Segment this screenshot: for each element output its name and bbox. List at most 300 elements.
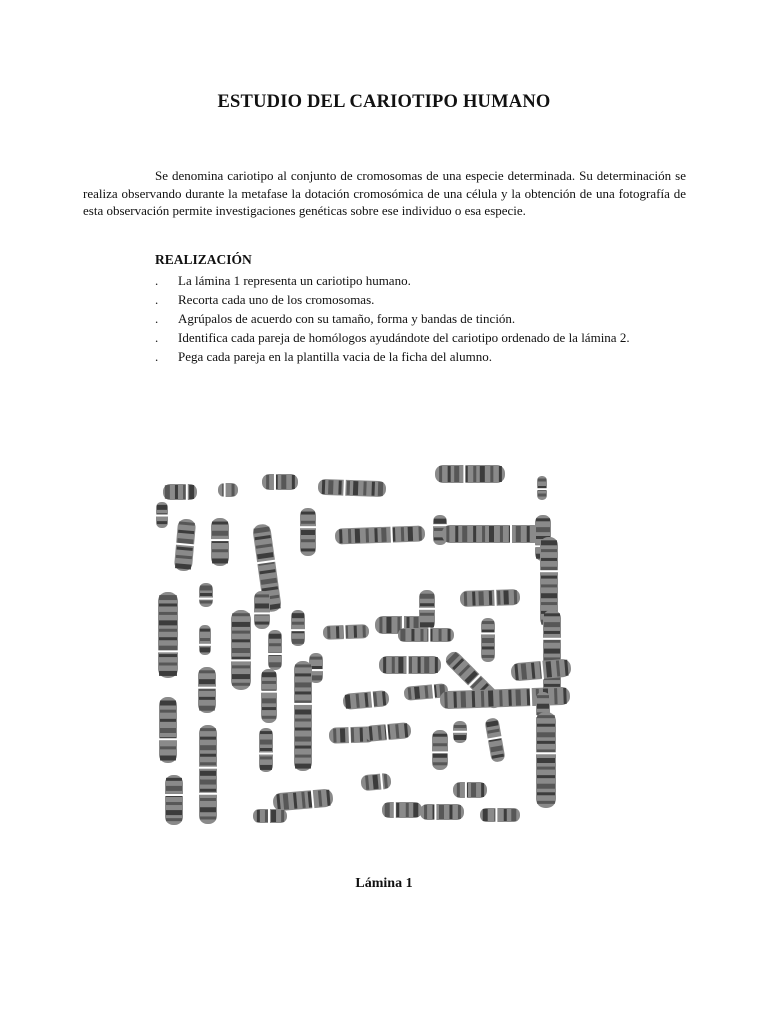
chromosome-band: [537, 732, 555, 737]
chromosome-band: [439, 466, 442, 482]
chromosome-band: [295, 709, 311, 714]
chromosome-band: [262, 698, 276, 703]
bullet: .: [155, 311, 159, 326]
chromosome-band: [232, 639, 250, 642]
figure-caption: Lámina 1: [355, 876, 413, 891]
chromosome-band: [461, 691, 467, 707]
chromosome-band: [538, 479, 546, 482]
list-item: [155, 290, 630, 309]
chromosome-band: [424, 657, 429, 673]
chromosome-band: [232, 665, 250, 668]
chromosome-band: [420, 603, 434, 606]
chromosome-band: [159, 637, 177, 640]
chromosome-band: [435, 657, 438, 673]
chromosome-band: [537, 695, 549, 698]
chromosome-band: [409, 657, 412, 673]
chromosome-band: [482, 646, 494, 649]
chromosome-band: [301, 530, 315, 535]
centromere: [495, 808, 497, 823]
chromosome-band: [200, 780, 216, 785]
chromosome-band: [269, 662, 281, 667]
chromosome-band: [199, 706, 215, 711]
chromosome-band: [537, 792, 555, 795]
chromosome-band: [301, 512, 315, 515]
chromosome-band: [199, 670, 215, 673]
chromosome-band: [396, 803, 399, 817]
chromosome-band: [271, 810, 276, 822]
chromosome-band: [490, 466, 493, 482]
chromosome: [261, 669, 278, 723]
chromosome-band: [159, 646, 177, 651]
chromosome-band: [199, 697, 215, 700]
chromosome-band: [544, 613, 560, 616]
chromosome-band: [537, 741, 555, 744]
chromosome-band: [166, 802, 182, 805]
chromosome-band: [301, 548, 315, 551]
centromere: [268, 809, 270, 824]
chromosome: [294, 661, 313, 771]
bullet: .: [155, 330, 159, 345]
chromosome-band: [347, 481, 350, 495]
chromosome-band: [544, 640, 560, 643]
chromosome-band: [159, 671, 177, 676]
chromosome-band: [420, 629, 423, 641]
chromosome-band: [527, 526, 530, 542]
chromosome-band: [481, 783, 484, 797]
chromosome: [253, 809, 287, 824]
chromosome-band: [353, 481, 358, 495]
chromosome-band: [183, 485, 186, 499]
chromosome: [211, 518, 230, 566]
chromosome-band: [527, 689, 531, 705]
chromosome: [543, 610, 562, 700]
chromosome: [262, 474, 298, 491]
step-text: Identifica cada pareja de homólogos ayudándote del cariotipo ordenado de la lámina 2.: [178, 330, 630, 345]
bullet: .: [155, 273, 159, 288]
chromosome-band: [544, 631, 560, 634]
chromosome-band: [292, 613, 304, 618]
chromosome-band: [544, 684, 560, 687]
chromosome-band: [200, 586, 212, 591]
chromosome-band: [446, 526, 449, 542]
chromosome-band: [541, 540, 557, 545]
chromosome-band: [433, 753, 447, 758]
centromere: [186, 484, 188, 501]
chromosome-band: [159, 663, 177, 666]
chromosome-band: [212, 531, 228, 536]
chromosome-band: [212, 549, 228, 552]
chromosome-band: [413, 803, 418, 817]
chromosome-band: [420, 622, 434, 627]
chromosome-band: [295, 682, 311, 687]
chromosome-band: [212, 522, 228, 525]
chromosome-band: [482, 655, 494, 658]
chromosome-band: [454, 725, 466, 728]
chromosome-band: [536, 518, 550, 521]
chromosome-band: [408, 527, 413, 541]
chromosome-band: [260, 731, 272, 734]
chromosome-band: [378, 482, 383, 496]
chromosome: [481, 618, 496, 662]
chromosome-band: [454, 735, 466, 740]
chromosome-band: [480, 466, 485, 482]
centromere: [433, 524, 448, 526]
chromosome-body: [294, 661, 312, 771]
chromosome: [379, 656, 441, 675]
centromere: [432, 751, 449, 753]
chromosome-band: [472, 691, 476, 707]
chromosome-band: [514, 590, 517, 604]
chromosome-band: [265, 810, 268, 822]
chromosome-band: [262, 707, 276, 710]
chromosome-band: [301, 539, 315, 542]
chromosome-band: [200, 638, 210, 641]
chromosome: [537, 476, 548, 500]
chromosome-band: [255, 594, 269, 597]
centromere: [211, 539, 230, 541]
chromosome-band: [200, 629, 210, 632]
centromere: [274, 474, 276, 491]
chromosome-band: [482, 638, 494, 643]
chromosome-band: [433, 743, 447, 746]
chromosome-band: [362, 625, 365, 637]
chromosome-band: [424, 805, 427, 819]
chromosome-band: [499, 690, 503, 706]
chromosome-band: [266, 475, 269, 489]
chromosome-band: [159, 595, 177, 600]
chromosome-band: [386, 617, 391, 633]
chromosome-band: [537, 758, 555, 763]
chromosome-band: [166, 786, 182, 791]
chromosome-band: [200, 816, 216, 819]
centromere: [268, 653, 283, 655]
chromosome-band: [366, 528, 369, 542]
centromere: [543, 638, 562, 640]
chromosome-band: [160, 710, 176, 713]
chromosome-band: [439, 629, 442, 641]
chromosome-band: [157, 521, 167, 524]
chromosome-band: [434, 519, 446, 524]
chromosome-band: [260, 740, 272, 745]
chromosome-band: [473, 466, 476, 482]
chromosome-band: [444, 692, 448, 708]
chromosome-band: [301, 521, 315, 524]
chromosome-band: [160, 756, 176, 761]
chromosome: [360, 772, 391, 792]
chromosome-band: [281, 475, 286, 489]
chromosome-band: [338, 481, 341, 495]
chromosome-band: [406, 803, 409, 817]
chromosome-band: [541, 602, 557, 605]
chromosome-band: [232, 683, 250, 686]
centromere: [254, 612, 271, 614]
chromosome-band: [489, 591, 492, 605]
chromosome: [442, 525, 542, 544]
chromosome-band: [537, 775, 555, 778]
chromosome-band: [541, 549, 557, 552]
chromosome-body: [435, 465, 505, 483]
chromosome-band: [433, 734, 447, 737]
chromosome-band: [482, 526, 485, 542]
chromosome: [453, 721, 468, 743]
chromosome-band: [500, 526, 503, 542]
centromere: [463, 465, 465, 484]
chromosome: [231, 610, 252, 690]
chromosome-band: [165, 485, 170, 499]
chromosome-band: [478, 591, 483, 605]
chromosome: [323, 624, 369, 641]
step-text: Recorta cada uno de los cromosomas.: [178, 292, 375, 307]
chromosome-band: [200, 728, 216, 731]
chromosome: [291, 610, 306, 646]
centromere: [261, 691, 278, 693]
intro-paragraph: [83, 167, 686, 220]
chromosome-body: [318, 479, 387, 497]
chromosome-band: [295, 728, 311, 731]
chromosome-band: [516, 526, 521, 542]
chromosome-band: [541, 584, 557, 587]
chromosome-band: [327, 627, 330, 639]
centromere: [394, 802, 396, 819]
centromere: [159, 738, 178, 740]
chromosome-band: [348, 529, 351, 543]
chromosome-band: [232, 674, 250, 679]
chromosome: [300, 508, 317, 556]
chromosome-band: [336, 626, 339, 638]
chromosome-band: [200, 789, 216, 792]
chromosome: [165, 775, 184, 825]
centromere: [165, 794, 184, 796]
chromosome-band: [160, 746, 176, 749]
chromosome: [432, 730, 449, 770]
chromosome-band: [292, 622, 304, 625]
chromosome-band: [374, 528, 377, 542]
karyotype-image: [150, 460, 590, 838]
centromere: [481, 632, 496, 634]
chromosome-band: [482, 621, 494, 624]
chromosome: [510, 658, 571, 682]
chromosome-band: [457, 783, 460, 797]
chromosome-band: [295, 691, 311, 694]
document-title: ESTUDIO DEL CARIOTIPO HUMANO: [217, 92, 551, 112]
chromosome-band: [363, 481, 366, 495]
chromosome: [268, 630, 283, 670]
chromosome-band: [541, 593, 557, 598]
chromosome-band: [260, 748, 272, 751]
chromosome-band: [295, 737, 311, 742]
chromosome-band: [295, 673, 311, 676]
chromosome-band: [157, 505, 167, 510]
chromosome-band: [411, 629, 414, 641]
chromosome-band: [383, 657, 386, 673]
chromosome-band: [328, 480, 333, 494]
chromosome-band: [199, 679, 215, 684]
section-heading: REALIZACIÓN: [155, 252, 252, 267]
chromosome: [420, 804, 464, 821]
chromosome-band: [200, 737, 216, 740]
chromosome-body: [218, 483, 238, 497]
centromere: [537, 488, 548, 490]
chromosome-band: [200, 647, 210, 652]
centromere: [291, 629, 306, 631]
bullet: .: [155, 349, 159, 364]
chromosome-band: [232, 648, 250, 653]
chromosome: [254, 591, 271, 629]
centromere: [199, 767, 218, 769]
centromere: [224, 483, 226, 498]
centromere: [199, 598, 214, 600]
chromosome-band: [322, 480, 325, 494]
chromosome-band: [166, 810, 182, 815]
chromosome-body: [398, 628, 454, 642]
chromosome-band: [160, 719, 176, 722]
chromosome-band: [448, 466, 451, 482]
chromosome-band: [200, 745, 216, 750]
chromosome-band: [269, 634, 281, 639]
chromosome-band: [537, 704, 549, 709]
centromere: [199, 793, 218, 795]
list-item: [155, 271, 630, 290]
chromosome-band: [175, 485, 178, 499]
chromosome-band: [295, 746, 311, 749]
chromosome-band: [464, 592, 467, 606]
chromosome-band: [418, 657, 421, 673]
chromosome-band: [232, 631, 250, 634]
chromosome-band: [563, 688, 567, 704]
chromosome-band: [508, 690, 512, 706]
chromosome: [163, 484, 197, 501]
chromosome-band: [537, 767, 555, 770]
chromosome-band: [537, 724, 555, 727]
bullet: .: [155, 292, 159, 307]
chromosome: [536, 712, 557, 808]
centromere: [259, 753, 274, 755]
list-item: [155, 347, 630, 366]
chromosome-band: [537, 715, 555, 718]
chromosome-band: [541, 558, 557, 561]
chromosome-band: [159, 612, 177, 615]
chromosome-band: [160, 701, 176, 706]
chromosome-band: [159, 654, 177, 657]
chromosome: [484, 717, 506, 763]
chromosome-band: [371, 482, 374, 496]
steps-list: [155, 271, 630, 366]
centromere: [294, 703, 313, 705]
chromosome: [398, 628, 454, 643]
chromosome-band: [295, 664, 311, 667]
chromosome-band: [351, 728, 354, 742]
centromere: [510, 525, 512, 544]
chromosome-band: [420, 594, 434, 599]
chromosome-band: [488, 690, 494, 706]
chromosome: [440, 686, 571, 710]
centromere: [419, 608, 436, 610]
chromosome-band: [200, 601, 212, 604]
chromosome-spread: [156, 465, 572, 826]
chromosome-band: [538, 494, 546, 497]
chromosome: [382, 802, 422, 819]
chromosome-band: [511, 809, 516, 821]
chromosome: [435, 465, 505, 484]
centromere: [540, 570, 559, 572]
centromere: [198, 687, 217, 689]
chromosome-body: [440, 687, 571, 710]
chromosome: [158, 592, 179, 678]
centromere: [428, 628, 430, 643]
centromere: [536, 752, 557, 754]
centromere: [300, 526, 317, 528]
step-text: La lámina 1 representa un cariotipo humano.: [178, 273, 411, 288]
chromosome-band: [360, 728, 363, 742]
chromosome-band: [189, 485, 194, 499]
chromosome: [342, 690, 389, 711]
chromosome-band: [200, 593, 212, 596]
chromosome-band: [473, 526, 476, 542]
chromosome-band: [462, 526, 467, 542]
chromosome-band: [160, 728, 176, 733]
chromosome-band: [454, 466, 459, 482]
chromosome: [199, 583, 214, 607]
chromosome-band: [339, 529, 342, 543]
chromosome-band: [292, 475, 295, 489]
centromere: [407, 656, 409, 675]
centromere: [158, 650, 179, 652]
chromosome-band: [392, 657, 395, 673]
chromosome-band: [159, 603, 177, 606]
chromosome-band: [232, 657, 250, 660]
chromosome-band: [385, 803, 390, 817]
chromosome-band: [497, 591, 500, 605]
chromosome-band: [260, 756, 272, 759]
chromosome-band: [292, 639, 304, 644]
chromosome-band: [232, 613, 250, 616]
centromere: [453, 731, 468, 733]
chromosome-band: [449, 805, 452, 819]
chromosome-band: [232, 622, 250, 627]
chromosome-band: [455, 526, 458, 542]
chromosome-band: [401, 527, 404, 541]
chromosome-band: [354, 626, 357, 638]
chromosome-band: [482, 630, 494, 633]
chromosome-band: [255, 603, 269, 608]
chromosome-band: [257, 810, 260, 822]
chromosome-band: [503, 590, 508, 604]
chromosome-band: [379, 617, 382, 633]
chromosome-band: [262, 716, 276, 719]
chromosome-band: [453, 692, 457, 708]
centromere: [231, 659, 252, 661]
chromosome-band: [420, 613, 434, 616]
chromosome: [480, 808, 520, 823]
list-item: [155, 309, 630, 328]
chromosome-band: [260, 765, 272, 770]
chromosome: [159, 697, 178, 763]
chromosome-band: [418, 527, 421, 541]
chromosome-band: [159, 629, 177, 632]
chromosome-band: [269, 643, 281, 646]
chromosome-band: [255, 622, 269, 625]
chromosome-band: [200, 771, 216, 776]
chromosome-band: [212, 558, 228, 563]
chromosome: [199, 776, 218, 824]
chromosome-band: [355, 529, 360, 543]
chromosome-band: [433, 762, 447, 765]
centromere: [465, 782, 467, 799]
chromosome: [259, 728, 274, 772]
chromosome: [199, 625, 212, 655]
chromosome-band: [537, 801, 555, 804]
centromere: [199, 644, 212, 646]
